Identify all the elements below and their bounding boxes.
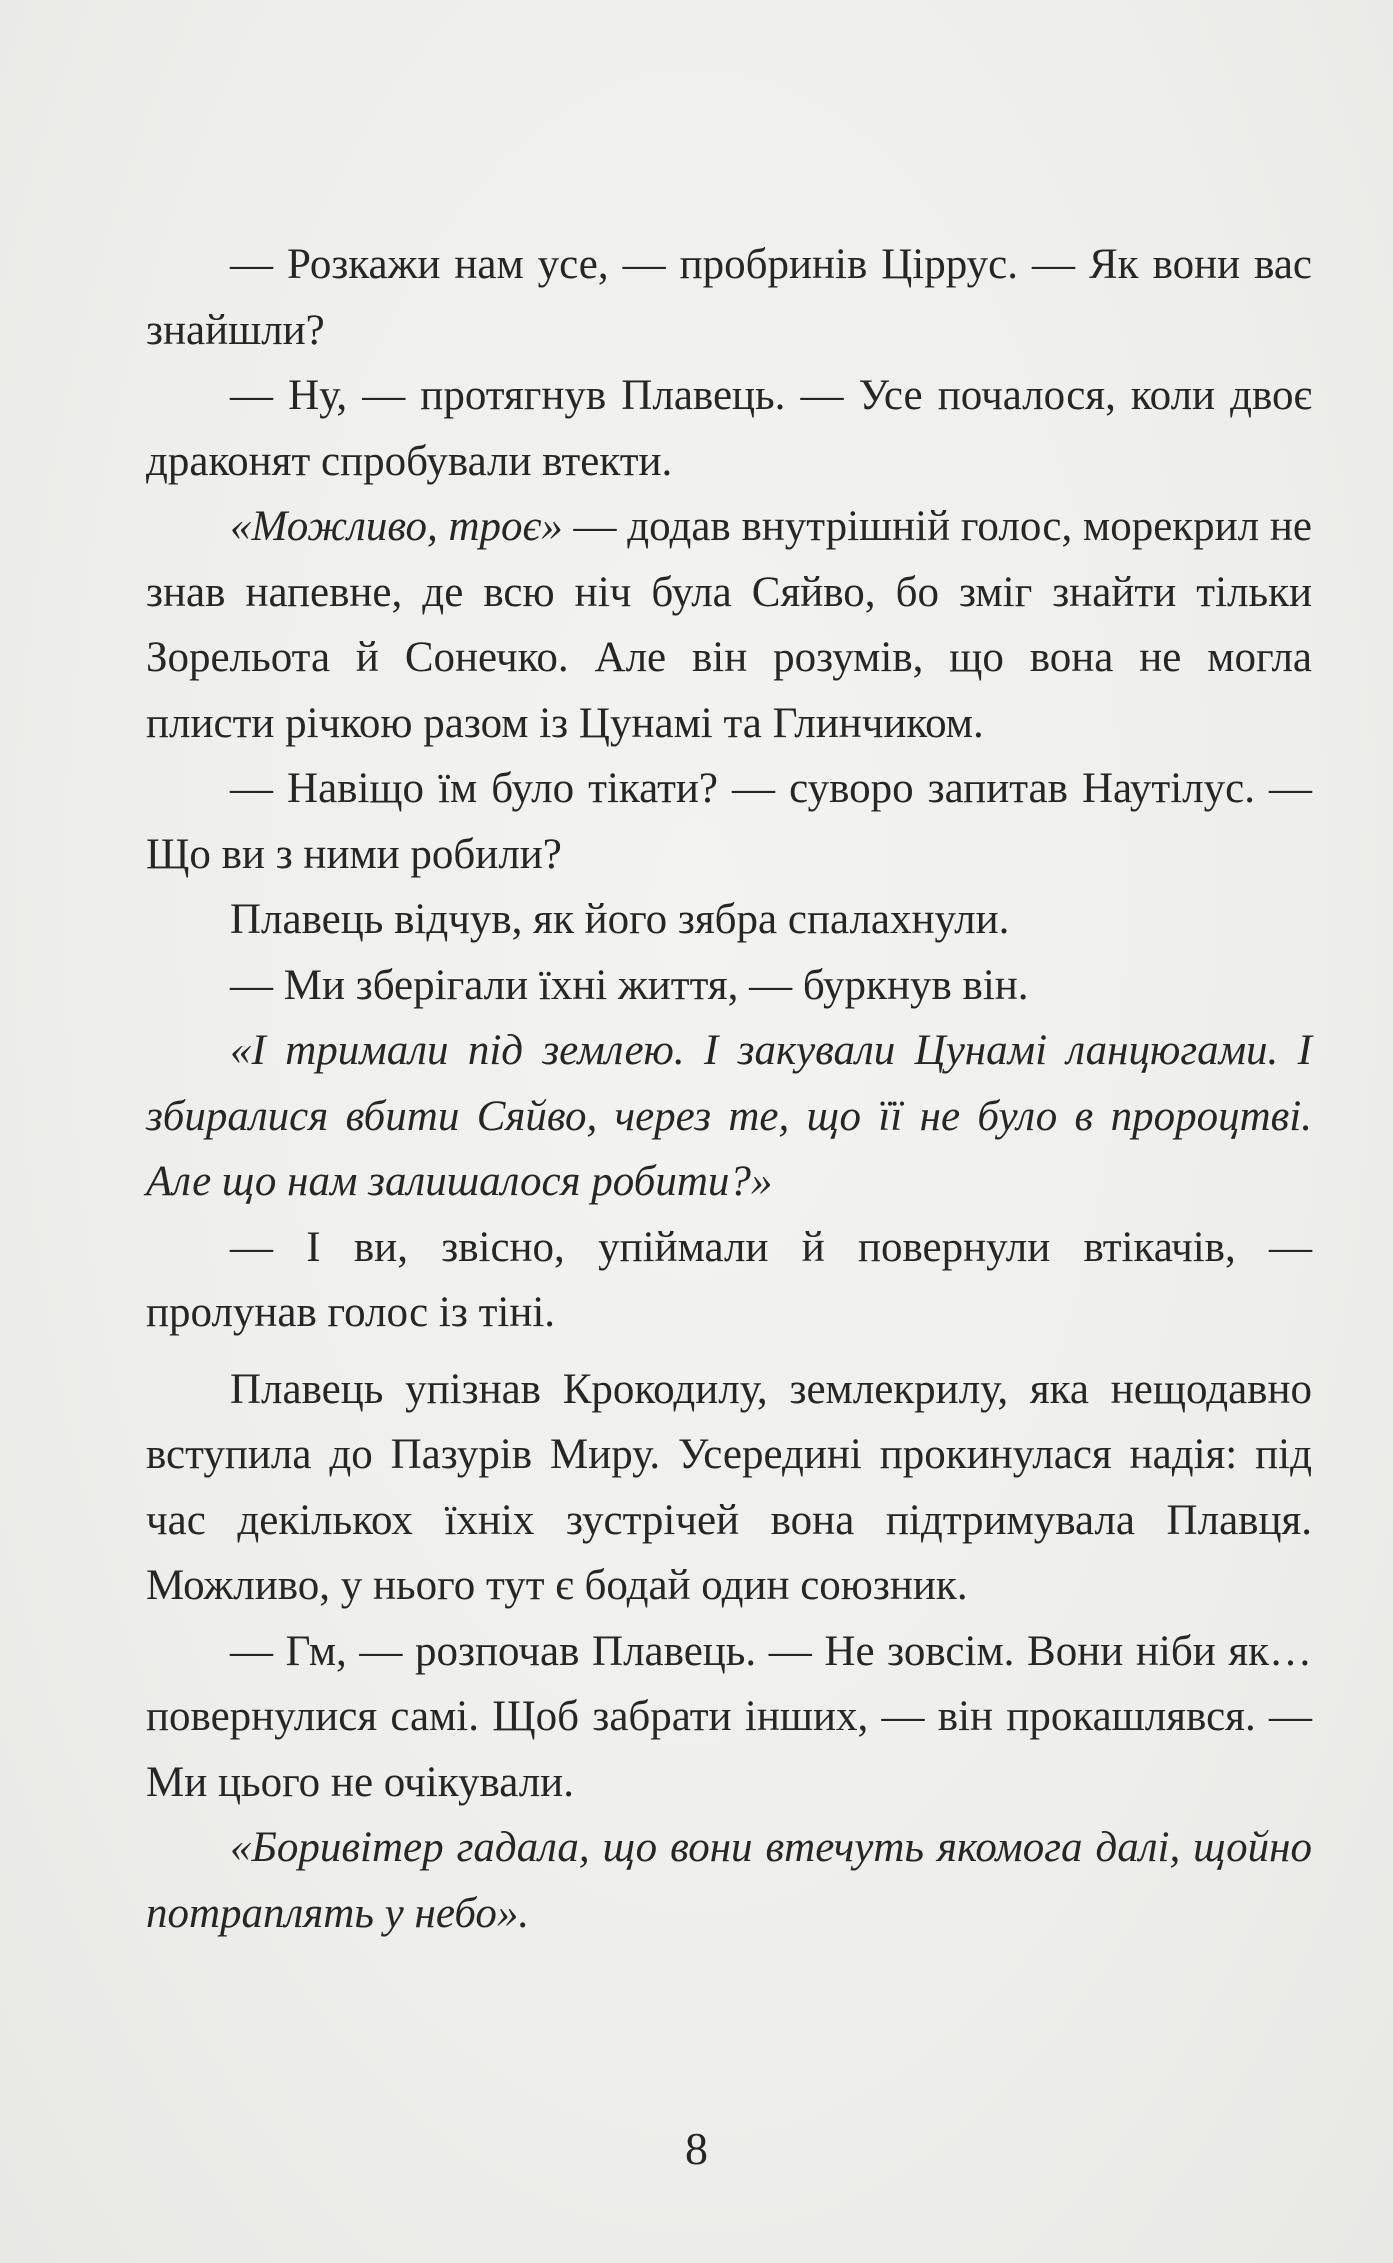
paragraph-1	[146, 232, 1312, 363]
paragraph-4-text: — Навіщо їм було тікати? — суворо запитав Наутілус. — Що ви з ними робили?	[146, 765, 1312, 878]
paragraph-5	[146, 887, 1312, 953]
paragraph-9	[146, 1357, 1312, 1619]
paragraph-3-italic: «Можливо, троє»	[230, 503, 563, 550]
paragraph-2-text: — Ну, — протягнув Плавець. — Усе почалося, коли двоє драконят спробували втекти.	[146, 372, 1312, 485]
paragraph-11	[146, 1815, 1312, 1946]
paragraph-10-text: — Гм, — розпочав Плавець. — Не зовсім. Вони ніби як… повернулися самі. Щоб забрати інших, — він прокашлявся. — Ми цього не очікували.	[146, 1627, 1312, 1806]
paragraph-4	[146, 756, 1312, 887]
paragraph-6	[146, 953, 1312, 1019]
paragraph-2	[146, 363, 1312, 494]
paragraph-6-text: — Ми зберігали їхні життя, — буркнув він.	[230, 961, 1029, 1009]
paragraph-5-text: Плавець відчув, як його зябра спалахнули.	[230, 896, 1010, 943]
paragraph-11-italic: «Боривітер гадала, що вони втечуть якомога далі, щойно потраплять у небо».	[146, 1824, 1312, 1937]
paragraph-8	[146, 1215, 1312, 1346]
paragraph-3-text: — додав внутрішній голос, морекрил не знав напевне, де всю ніч була Сяйво, бо зміг знайти тільки Зорельота й Сонечко. Але він розумів, що вона не могла плисти річкою разом із Цунамі та Глинчиком.	[146, 503, 1312, 747]
paragraph-1-text: — Розкажи нам усе, — пробринів Ціррус. — Як вони вас знайшли?	[146, 241, 1312, 354]
paragraph-9-text: Плавець упізнав Крокодилу, землекрилу, яка нещодавно вступила до Пазурів Миру. Усередині прокинулася надія: під час декількох їхніх зустрічей вона підтримувала Плавця. Можливо, у нього тут є бодай один союзник.	[146, 1365, 1312, 1609]
body-text	[146, 232, 1312, 1946]
paragraph-7-italic: «І тримали під землею. І закували Цунамі ланцюгами. І збиралися вбити Сяйво, через те, що її не було в пророцтві. Але що нам залишалося робити?»	[146, 1027, 1312, 1205]
page-number: 8	[685, 2123, 708, 2174]
paragraph-8-text: — І ви, звісно, упіймали й повернули втікачів, — пролунав голос із тіні.	[146, 1223, 1312, 1336]
paragraph-7	[146, 1018, 1312, 1215]
paragraph-3	[146, 494, 1312, 756]
paragraph-10	[146, 1619, 1312, 1816]
